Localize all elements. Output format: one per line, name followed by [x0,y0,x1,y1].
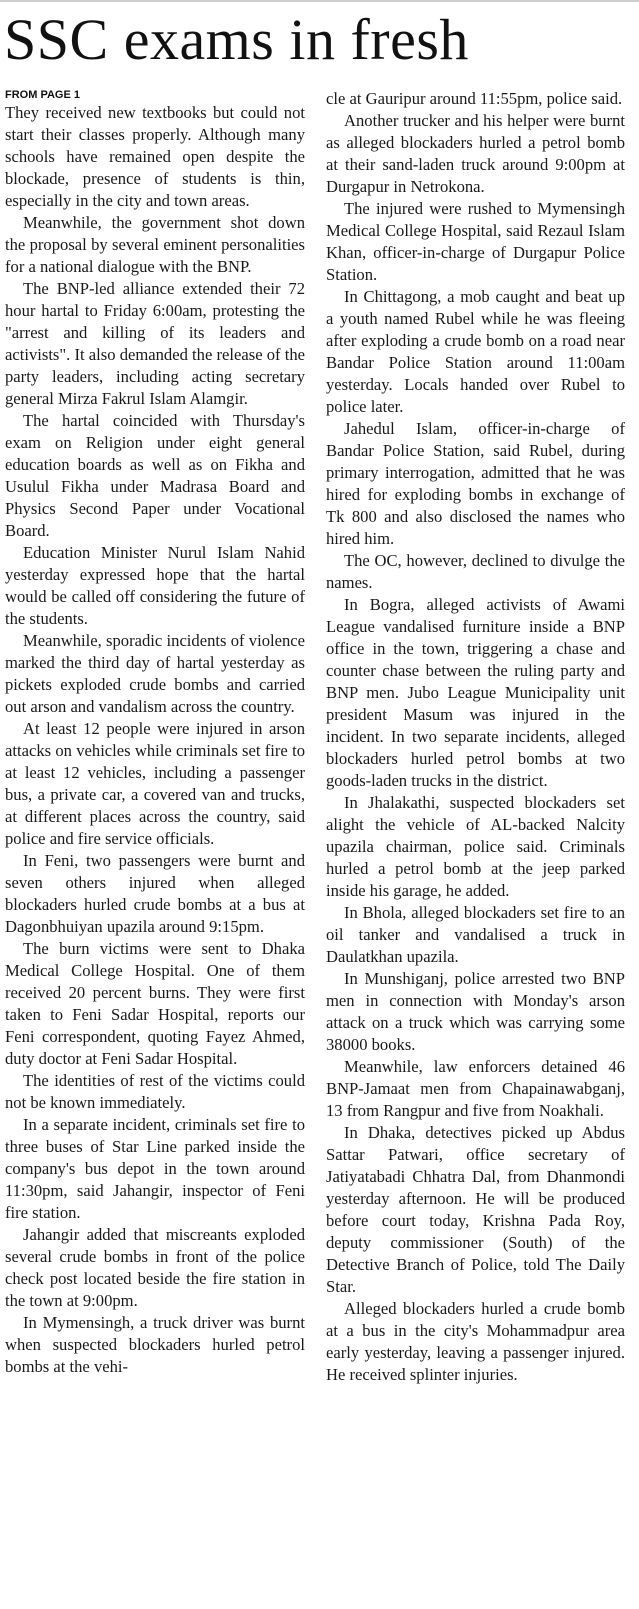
right-paragraph: cle at Gauripur around 11:55pm, police said. [326,89,623,108]
headline: SSC exams in fresh [4,7,469,72]
right-paragraph: Alleged blockaders hurled a crude bomb at a bus in the city's Mohammadpur area early yesterday, leaving a passenger injured. He received splinter injuries. [326,1299,625,1384]
left-paragraph: Jahangir added that miscreants exploded several crude bombs in front of the police check post located beside the fire station in the town at 9:00pm. [5,1225,305,1310]
left-paragraph: The burn victims were sent to Dhaka Medical College Hospital. One of them received 20 percent burns. They were first taken to Feni Sadar Hospital, reports our Feni correspondent, quoting Fayez Ahmed, duty doctor at Feni Sadar Hospital. [5,939,305,1068]
left-paragraph: The BNP-led alliance extended their 72 hour hartal to Friday 6:00am, protesting the "arrest and killing of its leaders and activists". It also demanded the release of the party leaders, including acting secretary general Mirza Fakrul Islam Alamgir. [5,279,305,408]
right-paragraph: Meanwhile, law enforcers detained 46 BNP-Jamaat men from Chapainawabganj, 13 from Rangpur and five from Noakhali. [326,1057,625,1120]
left-paragraph: In a separate incident, criminals set fire to three buses of Star Line parked inside the company's bus depot in the town around 11:30pm, said Jahangir, inspector of Feni fire station. [5,1115,305,1222]
top-rule [0,0,639,2]
right-paragraph: In Bhola, alleged blockaders set fire to an oil tanker and vandalised a truck in Daulatkhan upazila. [326,903,625,966]
article-column-left [5,88,305,1609]
right-paragraph: The injured were rushed to Mymensingh Medical College Hospital, said Rezaul Islam Khan, officer-in-charge of Durgapur Police Station. [326,199,625,284]
right-paragraph: In Bogra, alleged activists of Awami League vandalised furniture inside a BNP office in the town, triggering a chase and counter chase between the ruling party and BNP men. Jubo League Municipality unit president Masum was injured in the incident. In two separate incidents, alleged blockaders hurled petrol bombs at two goods-laden trucks in the district. [326,595,625,790]
right-paragraph: Jahedul Islam, officer-in-charge of Bandar Police Station, said Rubel, during primary interrogation, admitted that he was hired for exploding bombs in exchange of Tk 800 and also disclosed the names who hired him. [326,419,625,548]
left-paragraph: Education Minister Nurul Islam Nahid yesterday expressed hope that the hartal would be called off considering the future of the students. [5,543,305,628]
left-paragraph: The identities of rest of the victims could not be known immediately. [5,1071,305,1112]
left-paragraph: In Feni, two passengers were burnt and seven others injured when alleged blockaders hurled crude bombs at a bus at Dagonbhuiyan upazila around 9:15pm. [5,851,305,936]
left-paragraph: The hartal coincided with Thursday's exam on Religion under eight general education boards as well as on Fikha and Usulul Fikha under Madrasa Board and Physics Second Paper under Vocational Board. [5,411,305,540]
left-paragraph: In Mymensingh, a truck driver was burnt when suspected blockaders hurled petrol bombs at the vehi- [5,1313,305,1376]
right-paragraph: In Dhaka, detectives picked up Abdus Sattar Patwari, office secretary of Jatiyatabadi Chhatra Dal, from Dhanmondi yesterday afternoon. He will be produced before court today, Krishna Pada Roy, deputy commissioner (South) of the Detective Branch of Police, told The Daily Star. [326,1123,625,1296]
left-paragraph: Meanwhile, the government shot down the proposal by several eminent personalities for a national dialogue with the BNP. [5,213,305,276]
right-paragraph: Another trucker and his helper were burnt as alleged blockaders hurled a petrol bomb at their sand-laden truck around 9:00pm at Durgapur in Netrokona. [326,111,625,196]
right-paragraph: In Munshiganj, police arrested two BNP men in connection with Monday's arson attack on a truck which was carrying some 38000 books. [326,969,625,1054]
left-paragraph: Meanwhile, sporadic incidents of violence marked the third day of hartal yesterday as pickets exploded crude bombs and carried out arson and vandalism across the country. [5,631,305,716]
left-paragraph: They received new textbooks but could not start their classes properly. Although many schools have remained open despite the blockade, presence of students is thin, especially in the city and town areas. [5,103,305,210]
right-paragraph: In Chittagong, a mob caught and beat up a youth named Rubel while he was fleeing after exploding a crude bomb on a road near Bandar Police Station around 11:00am yesterday. Locals handed over Rubel to police later. [326,287,625,416]
right-paragraph: In Jhalakathi, suspected blockaders set alight the vehicle of AL-backed Nalcity upazila chairman, police said. Criminals hurled a petrol bomb at the jeep parked inside his garage, he added. [326,793,625,900]
article-column-right [326,88,625,1609]
left-paragraph: At least 12 people were injured in arson attacks on vehicles while criminals set fire to at least 12 vehicles, including a passenger bus, a private car, a covered van and trucks, at different places across the country, said police and fire service officials. [5,719,305,848]
continuation-kicker: FROM PAGE 1 [5,89,80,101]
right-paragraph: The OC, however, declined to divulge the names. [326,551,625,592]
